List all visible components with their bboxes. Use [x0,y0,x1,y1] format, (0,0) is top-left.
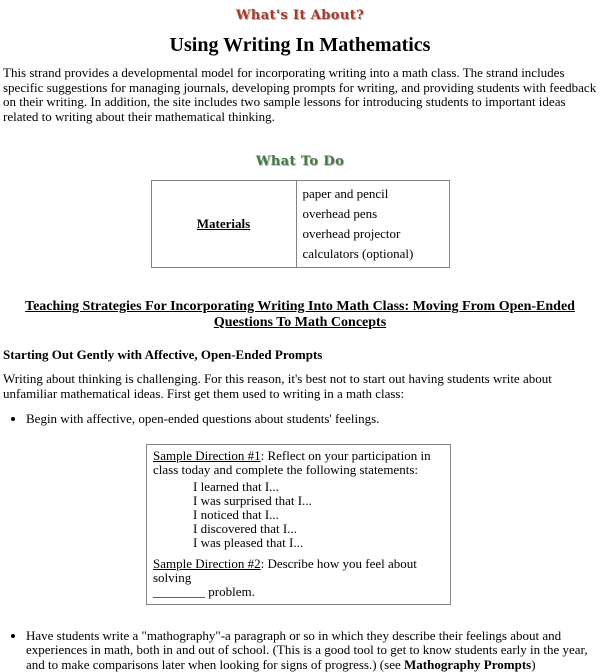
page-title: Using Writing In Mathematics [0,34,600,57]
statement-line: I discovered that I... [193,522,444,536]
bullet-list [0,412,600,427]
mathography-bullet-text: Have students write a "mathography"-a paragraph or so in which they describe their feelings about and experiences in math, both in and out of school. (This is a good tool to get to know students early in the year, and to make comparisons later when looking for signs of progress.) (see [26,628,588,672]
sample-direction-1-text: : Reflect on your participation in class today and complete the following statements: [153,448,431,477]
intro-paragraph: This strand provides a developmental model for incorporating writing into a math class. The strand includes specific suggestions for managing journals, developing prompts for writing, and providing students with feedback on their writing. In addition, the site includes two sample lessons for introducing students to important ideas related to writing about their mathematical thinking. [3,66,597,124]
list-item [26,629,600,672]
sample-direction-2-label: Sample Direction #2 [153,556,261,571]
what-to-do-heading-image: What To Do [0,154,600,169]
list-item: • Begin with affective, open-ended questions about students' feelings. [26,412,600,427]
mathography-prompts-reference: Mathography Prompts [404,657,531,672]
materials-header-cell: Materials [151,181,296,268]
material-item: overhead projector [303,227,443,241]
webpage [0,8,600,608]
sample-directions-box [146,444,451,605]
material-item: calculators (optional) [303,247,443,261]
material-item: paper and pencil [303,187,443,201]
whats-it-about-heading-image: What's It About? [0,8,600,23]
materials-table [151,180,450,268]
materials-items-cell [296,181,449,268]
writing-about-thinking-paragraph: Writing about thinking is challenging. For this reason, it's best not to start out having students write about unfamiliar mathematical ideas. First get them used to writing in a math class: [3,372,597,401]
starting-out-subheading: Starting Out Gently with Affective, Open-Ended Prompts [3,347,600,363]
material-item: overhead pens [303,207,443,221]
sample-direction-2 [153,557,444,599]
sample-direction-2-text: : Describe how you feel about solving [153,556,417,585]
mathography-bullet-close: ) [531,657,535,672]
sample-direction-1 [153,449,444,477]
statement-line: I noticed that I... [193,508,444,522]
statement-line: I was surprised that I... [193,494,444,508]
bullet-list-2 [0,629,600,672]
table-row [151,181,449,268]
teaching-strategies-heading: Teaching Strategies For Incorporating Writing Into Math Class: Moving From Open-Ended Questions To Math Concepts [18,299,582,331]
statement-line: I learned that I... [193,480,444,494]
statement-line: I was pleased that I... [193,536,444,550]
statement-list [193,480,444,550]
sample-direction-2-blank-line: ________ problem. [153,585,444,599]
sample-direction-1-label: Sample Direction #1 [153,448,261,463]
